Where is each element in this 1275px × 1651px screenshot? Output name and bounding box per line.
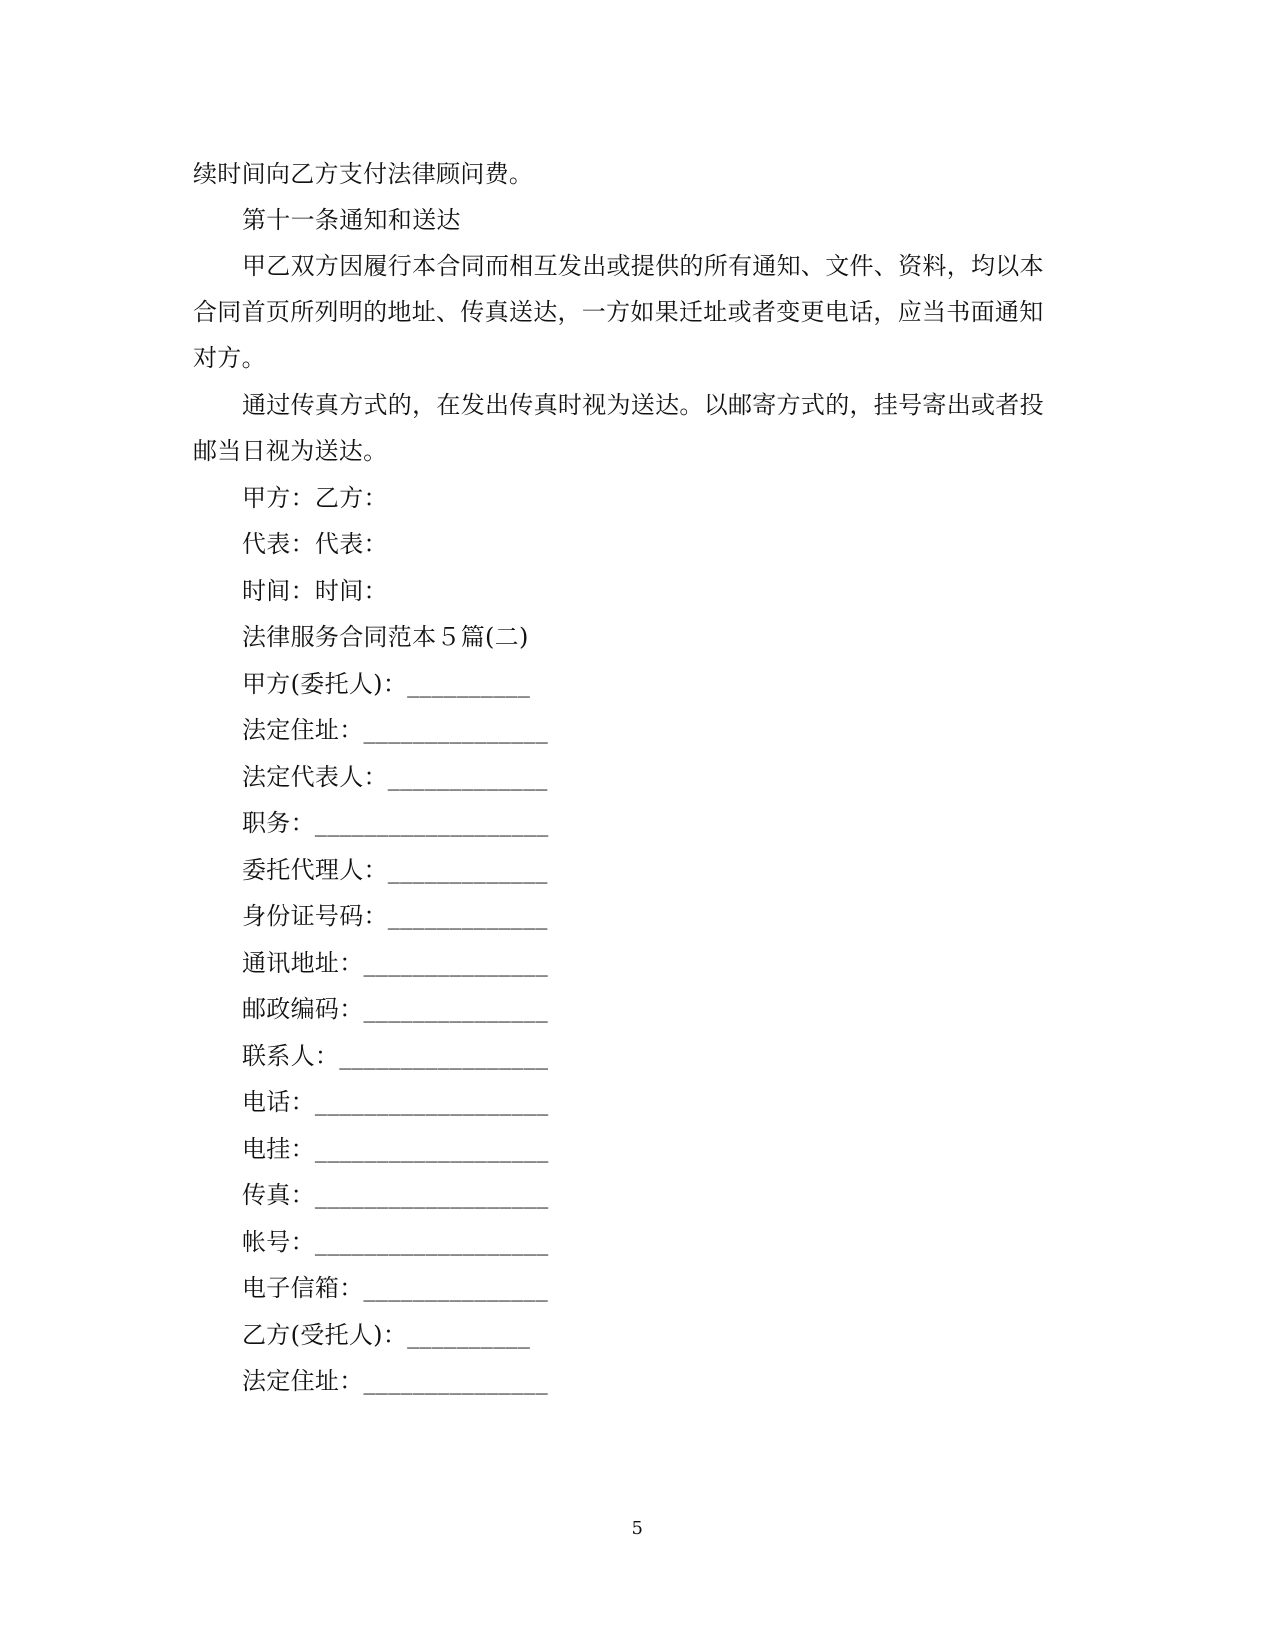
form-field-postal-code: 邮政编码：_______________ xyxy=(242,995,548,1023)
form-field-legal-address-2: 法定住址：_______________ xyxy=(242,1367,548,1395)
form-field-authorized-agent: 委托代理人：_____________ xyxy=(242,856,548,884)
form-field-mailing-address: 通讯地址：_______________ xyxy=(242,949,548,977)
form-field-client: 甲方(委托人)：__________ xyxy=(242,670,531,698)
form-field-fax: 传真：___________________ xyxy=(242,1181,549,1209)
form-field-email: 电子信箱：_______________ xyxy=(242,1274,548,1302)
form-field-legal-address: 法定住址：_______________ xyxy=(242,716,548,744)
signature-party-line: 甲方：乙方： xyxy=(242,484,388,512)
signature-time-line: 时间：时间： xyxy=(242,577,388,605)
signature-representative-line: 代表：代表： xyxy=(242,530,388,558)
contract-title: 法律服务合同范本５篇(二) xyxy=(242,623,529,651)
body-text-line: 对方。 xyxy=(193,344,266,372)
form-field-phone: 电话：___________________ xyxy=(242,1088,549,1116)
form-field-telegraph: 电挂：___________________ xyxy=(242,1135,549,1163)
form-field-id-number: 身份证号码：_____________ xyxy=(242,902,548,930)
form-field-position: 职务：___________________ xyxy=(242,809,549,837)
body-text-line: 邮当日视为送达。 xyxy=(193,437,388,465)
body-text-line: 甲乙双方因履行本合同而相互发出或提供的所有通知、文件、资料，均以本 xyxy=(242,252,1044,280)
form-field-contact-person: 联系人：_________________ xyxy=(242,1042,549,1070)
form-field-trustee: 乙方(受托人)：__________ xyxy=(242,1321,531,1349)
body-text-line: 合同首页所列明的地址、传真送达，一方如果迁址或者变更电话，应当书面通知 xyxy=(193,298,1044,326)
body-text-line: 通过传真方式的，在发出传真时视为送达。以邮寄方式的，挂号寄出或者投 xyxy=(242,391,1044,419)
section-heading: 第十一条通知和送达 xyxy=(242,206,461,234)
form-field-account-number: 帐号：___________________ xyxy=(242,1228,549,1256)
body-text-line: 续时间向乙方支付法律顾问费。 xyxy=(193,160,534,188)
form-field-legal-representative: 法定代表人：_____________ xyxy=(242,763,548,791)
page-number: 5 xyxy=(631,1518,644,1539)
